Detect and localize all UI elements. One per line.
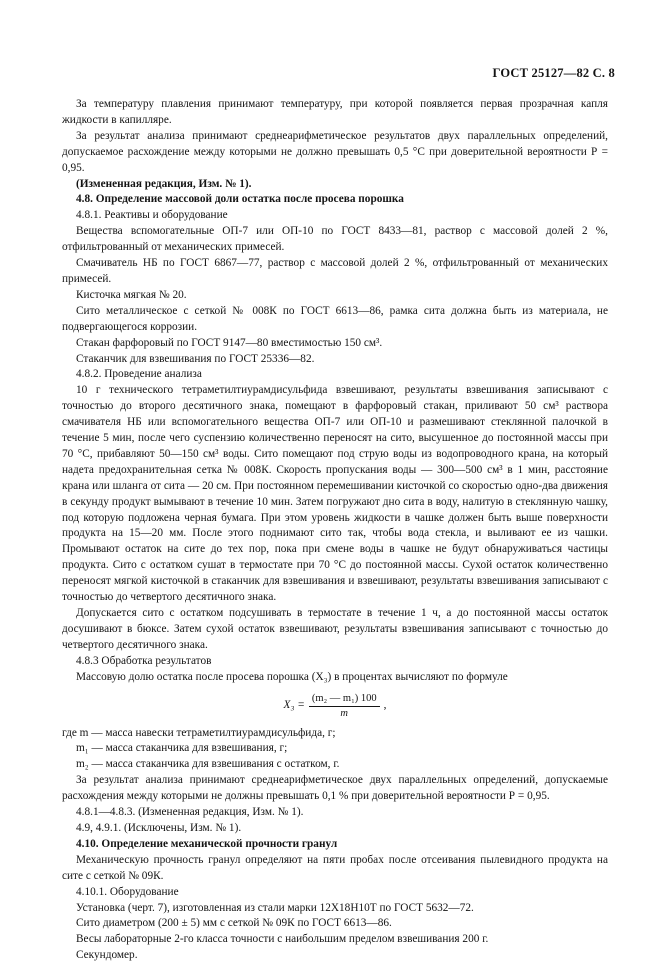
formula-denominator: m (340, 707, 349, 719)
body-paragraph: 4.8.2. Проведение анализа (76, 368, 202, 381)
text-block-bottom (62, 726, 608, 964)
body-paragraph: (Измененная редакция, Изм. № 1). (76, 177, 252, 190)
formula-tail: , (383, 698, 387, 711)
body-paragraph: За температуру плавления принимают температуру, при которой появляется первая прозрачная капля жидкости в капилляре. (62, 98, 608, 126)
body-paragraph: 4.8. Определение массовой доли остатка после просева порошка (76, 193, 404, 206)
body-paragraph: Кисточка мягкая № 20. (76, 288, 187, 301)
formula-fraction (309, 692, 380, 720)
body-paragraph: Стакан фарфоровый по ГОСТ 9147—80 вместимостью 150 см³. (76, 336, 383, 349)
body-paragraph: За результат анализа принимают среднеарифметическое результатов двух параллельных определений, допускаемое расхождение между которыми не должно превышать 0,5 °С при доверительной вероятности Р = 0,95. (62, 129, 608, 174)
formula-numerator: (m₂ — m₁) 100 (309, 692, 380, 707)
body-paragraph: 4.10. Определение механической прочности гранул (76, 837, 338, 850)
body-paragraph: Массовую долю остатка после просева порошка (X₃) в процентах вычисляют по формуле (76, 670, 508, 683)
formula (62, 688, 608, 724)
body-paragraph: Установка (черт. 7), изготовленная из стали марки 12Х18Н10Т по ГОСТ 5632—72. (76, 901, 474, 914)
body-paragraph: Весы лабораторные 2-го класса точности с наибольшим пределом взвешивания 200 г. (76, 933, 489, 946)
text-block-top (62, 97, 608, 686)
body-paragraph: Стаканчик для взвешивания по ГОСТ 25336—82. (76, 352, 315, 365)
body-paragraph: Секундомер. (76, 949, 138, 962)
page-header: ГОСТ 25127—82 С. 8 (492, 66, 615, 80)
body-paragraph: 10 г технического тетраметилтиурамдисульфида взвешивают, результаты взвешивания записывают с точностью до второго десятичного знака, помещают в фарфоровый стакан, приливают 50 см³ раствора смачивателя НБ или вспомогательного вещества ОП-7 или ОП-10 и размешивают стеклянной палочкой в течение 5 мин, после чего суспензию количественно переносят на сито, высушенное до постоянной массы при 70 °С, прибавляют 50—150 см³ воды. Сито помещают под струю воды из водопроводного крана, на который надета предохранительная сетка № 008К. Скорость пропускания воды — 300—500 см³ в 1 мин, расстояние крана или шланга от сита — 20 см. При постоянном перемешивании кисточкой со скоростью одно-два движения в секунду продукт вымывают в течение 10 мин. Затем погружают дно сита в воду, налитую в стеклянную чашку, под которую подложена черная бумага. При этом уровень жидкости в чашке должен быть выше поверхности продукта на 15—20 мм. После этого поднимают сито так, чтобы вода стекла, и выливают ее из чашки. Промывают остаток на сите до тех пор, пока при смене воды в чашке не будут обнаруживаться частицы продукта. Сито с остатком сушат в термостате при 70 °С до постоянной массы. Сухой остаток количественно переносят мягкой кисточкой в стаканчик для взвешивания и взвешивают, результаты взвешивания записывают с точностью до четвертого десятичного знака. (62, 384, 608, 604)
body-paragraph: Механическую прочность гранул определяют на пяти пробах после отсеивания пылевидного продукта на сите с сеткой № 09К. (62, 853, 608, 882)
body-paragraph: 4.9, 4.9.1. (Исключены, Изм. № 1). (76, 821, 242, 834)
body-paragraph: Сито металлическое с сеткой № 008К по ГОСТ 6613—86, рамка сита должна быть из материала, не подвергающегося коррозии. (62, 304, 608, 333)
body-paragraph: m₁ — масса стаканчика для взвешивания, г; (76, 742, 288, 755)
body-paragraph: Сито диаметром (200 ± 5) мм с сеткой № 09К по ГОСТ 6613—86. (76, 917, 392, 930)
page-content (62, 97, 608, 964)
body-paragraph: Смачиватель НБ по ГОСТ 6867—77, раствор с массовой долей 2 %, отфильтрованный от механических примесей. (62, 257, 608, 285)
body-paragraph: 4.8.1—4.8.3. (Измененная редакция, Изм. № 1). (76, 806, 304, 819)
body-paragraph: Допускается сито с остатком подсушивать в термостате в течение 1 ч, а до постоянной массы остаток досушивают в бюксе. Затем сухой остаток взвешивают, результаты взвешивания записывают с точностью до четвертого десятичного знака. (62, 607, 608, 651)
body-paragraph: 4.8.3 Обработка результатов (76, 654, 212, 667)
body-paragraph: Вещества вспомогательные ОП-7 или ОП-10 по ГОСТ 8433—81, раствор с массовой долей 2 %, отфильтрованный от механических примесей. (62, 225, 608, 254)
body-paragraph: 4.10.1. Оборудование (76, 885, 179, 898)
formula-lhs: X₃ = (283, 698, 305, 711)
body-paragraph: m₂ — масса стаканчика для взвешивания с остатком, г. (76, 758, 340, 771)
body-paragraph: За результат анализа принимают среднеарифметическое двух параллельных определений, допускаемые расхождения между которыми не должны превышать 0,1 % при доверительной вероятности Р = 0,95. (62, 774, 608, 803)
body-paragraph: где m — масса навески тетраметилтиурамдисульфида, г; (62, 726, 336, 739)
body-paragraph: 4.8.1. Реактивы и оборудование (76, 209, 228, 222)
